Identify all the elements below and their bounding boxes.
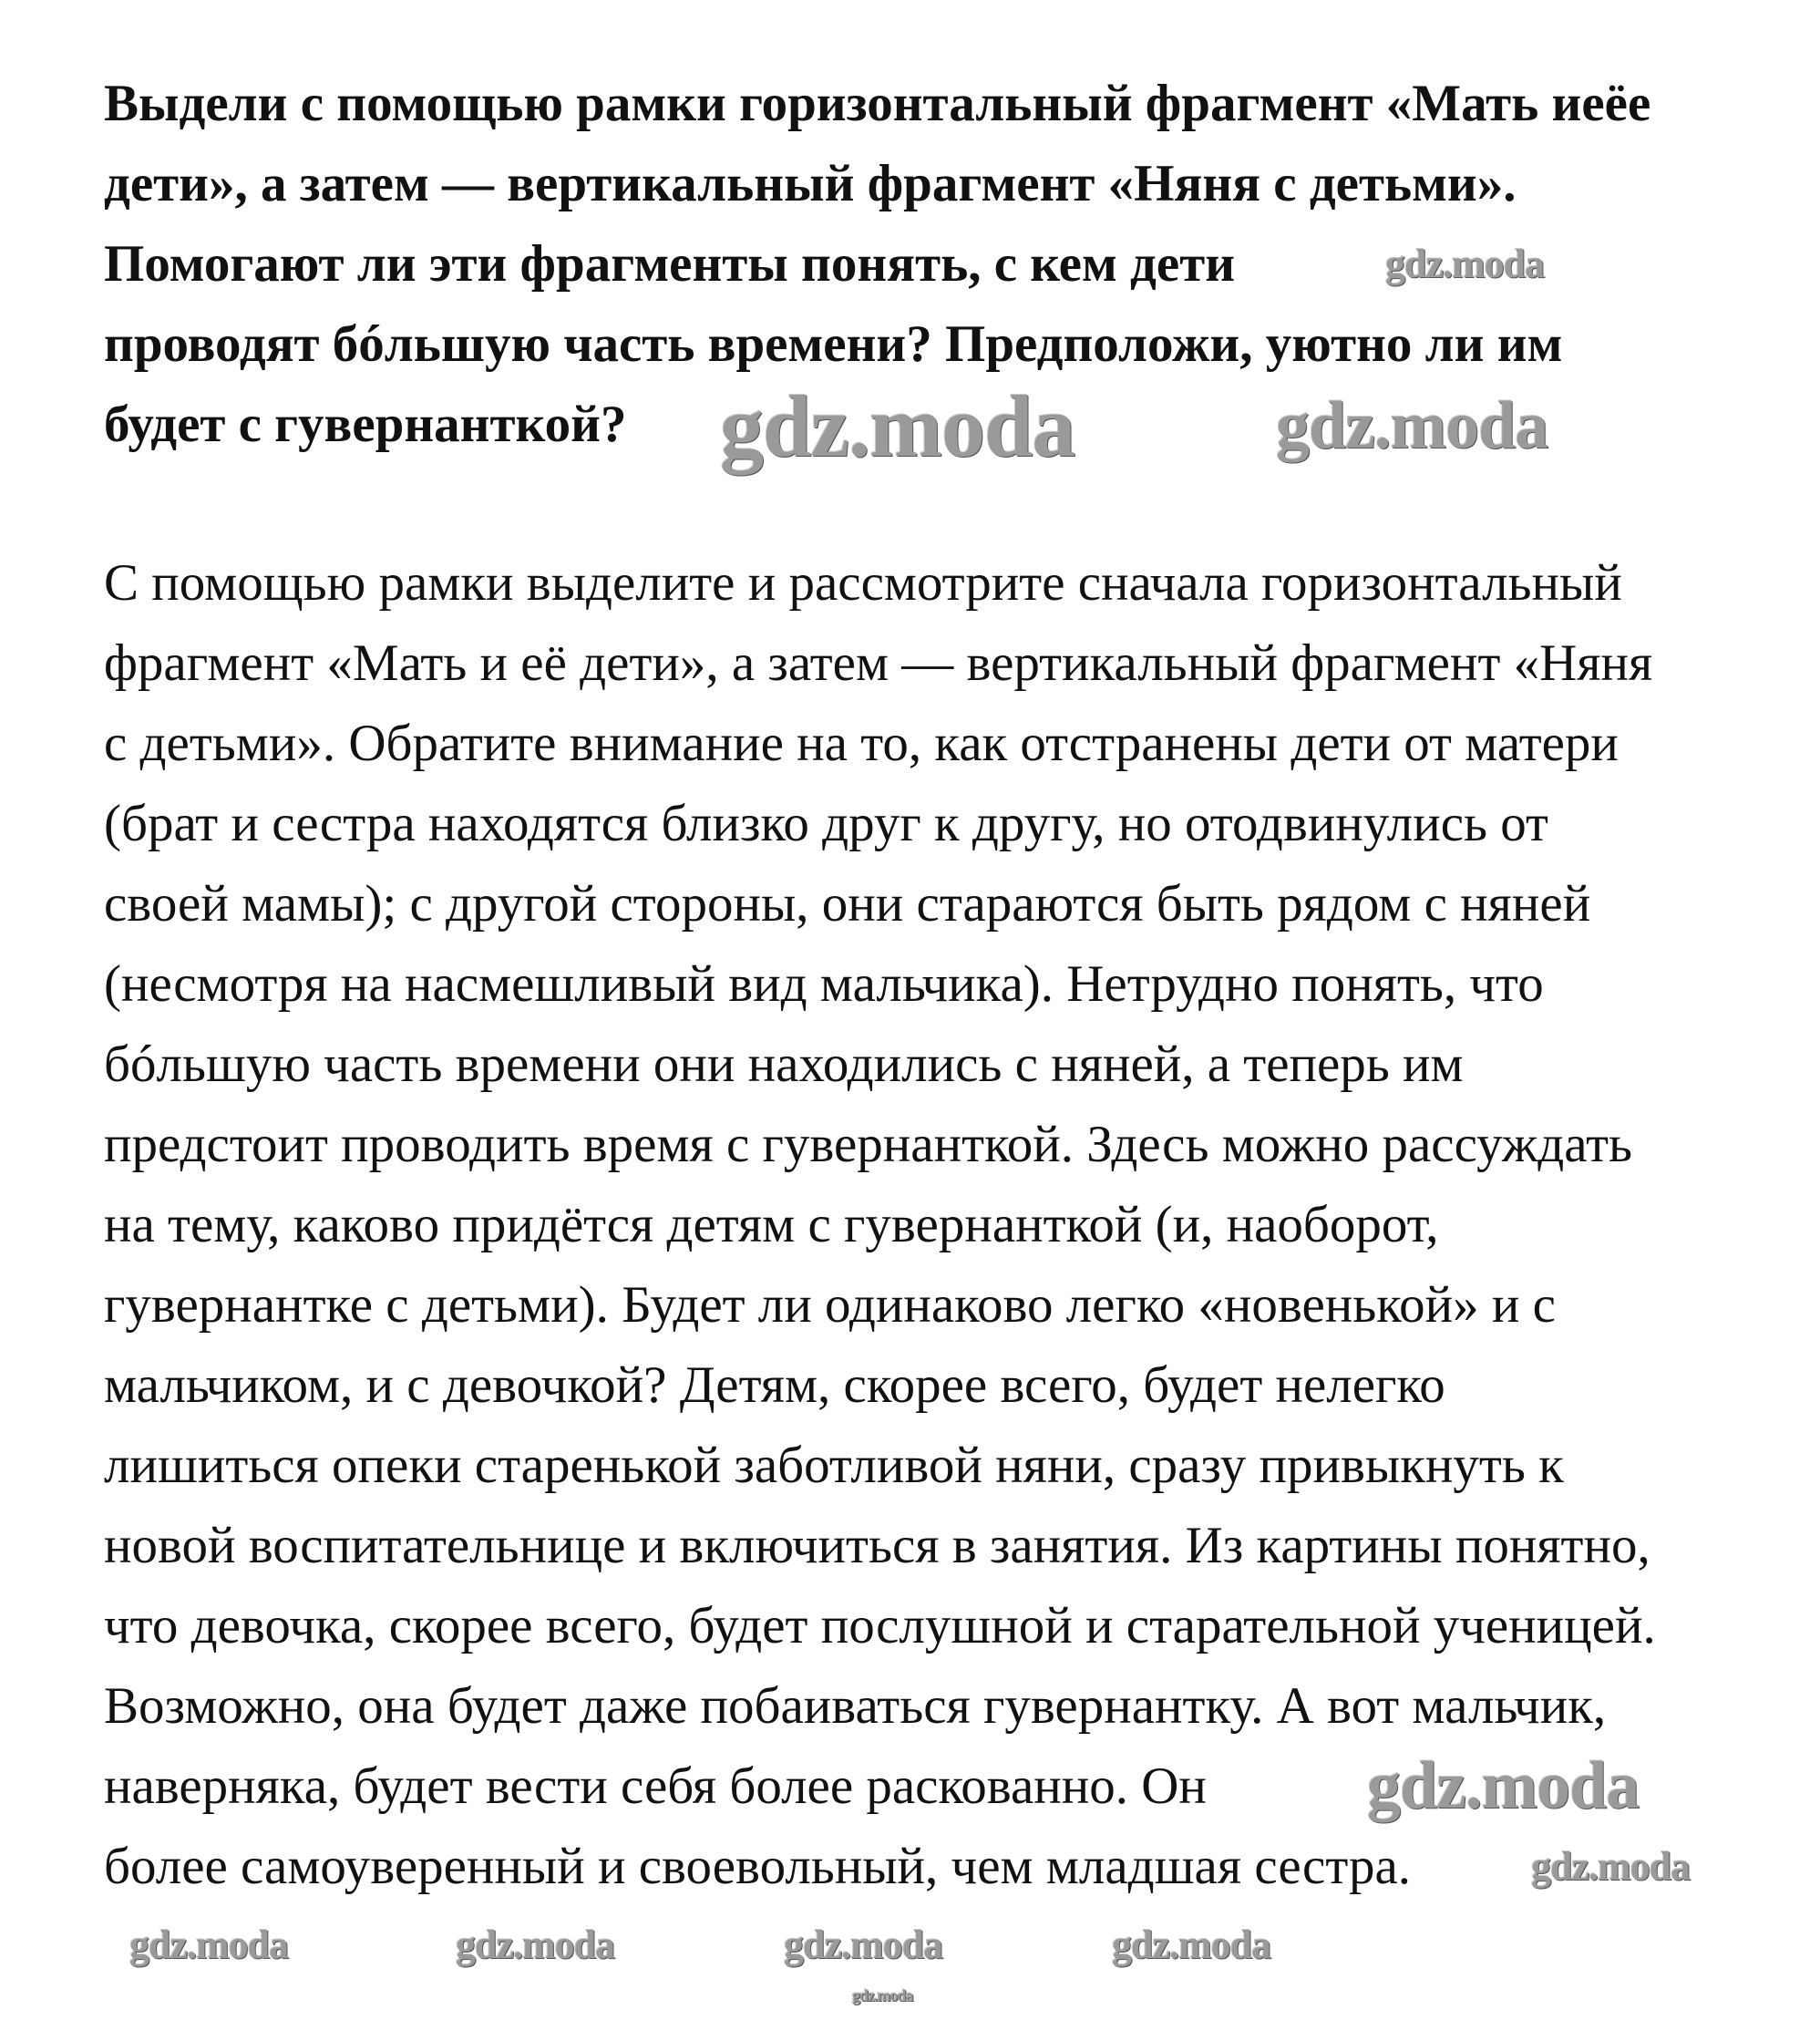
watermark: gdz.moda [1112, 1922, 1271, 1967]
answer-line: (брат и сестра находятся близко друг к другу, но отодвинулись от [104, 795, 1548, 852]
answer-line: фрагмент «Мать и её дети», а затем — вертикальный фрагмент «Няня [104, 634, 1653, 692]
watermark: gdz.moda [1276, 388, 1548, 463]
answer-line: лишиться опеки старенькой заботливой няни, сразу привыкнуть к [104, 1437, 1564, 1494]
answer-line: с детьми». Обратите внимание на то, как отстранены дети от матери [104, 715, 1619, 772]
watermark: gdz.moda [784, 1922, 943, 1967]
answer-line: бóльшую часть времени они находились с няней, а теперь им [104, 1036, 1464, 1093]
watermark: gdz.moda [852, 1986, 913, 2005]
answer-line: своей мамы); с другой стороны, они стараются быть рядом с няней [104, 875, 1591, 933]
answer-line: на тему, каково придётся детям с гувернанткой (и, наоборот, [104, 1196, 1439, 1253]
answer-line: предстоит проводить время с гувернанткой. Здесь можно рассуждать [104, 1116, 1632, 1173]
answer-line: (несмотря на насмешливый вид мальчика). Нетрудно понять, что [104, 955, 1544, 1013]
question-line: будет с гувернанткой? [104, 396, 627, 453]
question-line: проводят бóльшую часть времени? Предположи, уютно ли им [104, 315, 1563, 373]
answer-line: Возможно, она будет даже побаиваться гувернантку. А вот мальчик, [104, 1677, 1607, 1735]
question-line: Выдели с помощью рамки горизонтальный фрагмент «Мать иеёе [104, 75, 1651, 132]
answer-line: С помощью рамки выделите и рассмотрите сначала горизонтальный [104, 554, 1622, 612]
question-line: Помогают ли эти фрагменты понять, с кем дети [104, 235, 1236, 293]
watermark: gdz.moda [456, 1922, 615, 1967]
answer-line: гувернантке с детьми). Будет ли одинаково легко «новенькой» и с [104, 1276, 1556, 1334]
answer-line: новой воспитательнице и включиться в занятия. Из картины понятно, [104, 1517, 1650, 1574]
watermark: gdz.moda [1367, 1748, 1640, 1823]
question-line: дети», а затем — вертикальный фрагмент «Няня с детьми». [104, 155, 1517, 212]
answer-line: мальчиком, и с девочкой? Детям, скорее всего, будет нелегко [104, 1356, 1445, 1414]
answer-line: более самоуверенный и своевольный, чем младшая сестра. [104, 1838, 1411, 1895]
watermark: gdz.moda [720, 377, 1075, 475]
watermark: gdz.moda [1385, 242, 1545, 286]
answer-line: наверняка, будет вести себя более раскованно. Он [104, 1757, 1207, 1815]
answer-line: что девочка, скорее всего, будет послушной и старательной ученицей. [104, 1597, 1656, 1654]
watermark: gdz.moda [129, 1922, 289, 1967]
watermark: gdz.moda [1531, 1844, 1691, 1889]
